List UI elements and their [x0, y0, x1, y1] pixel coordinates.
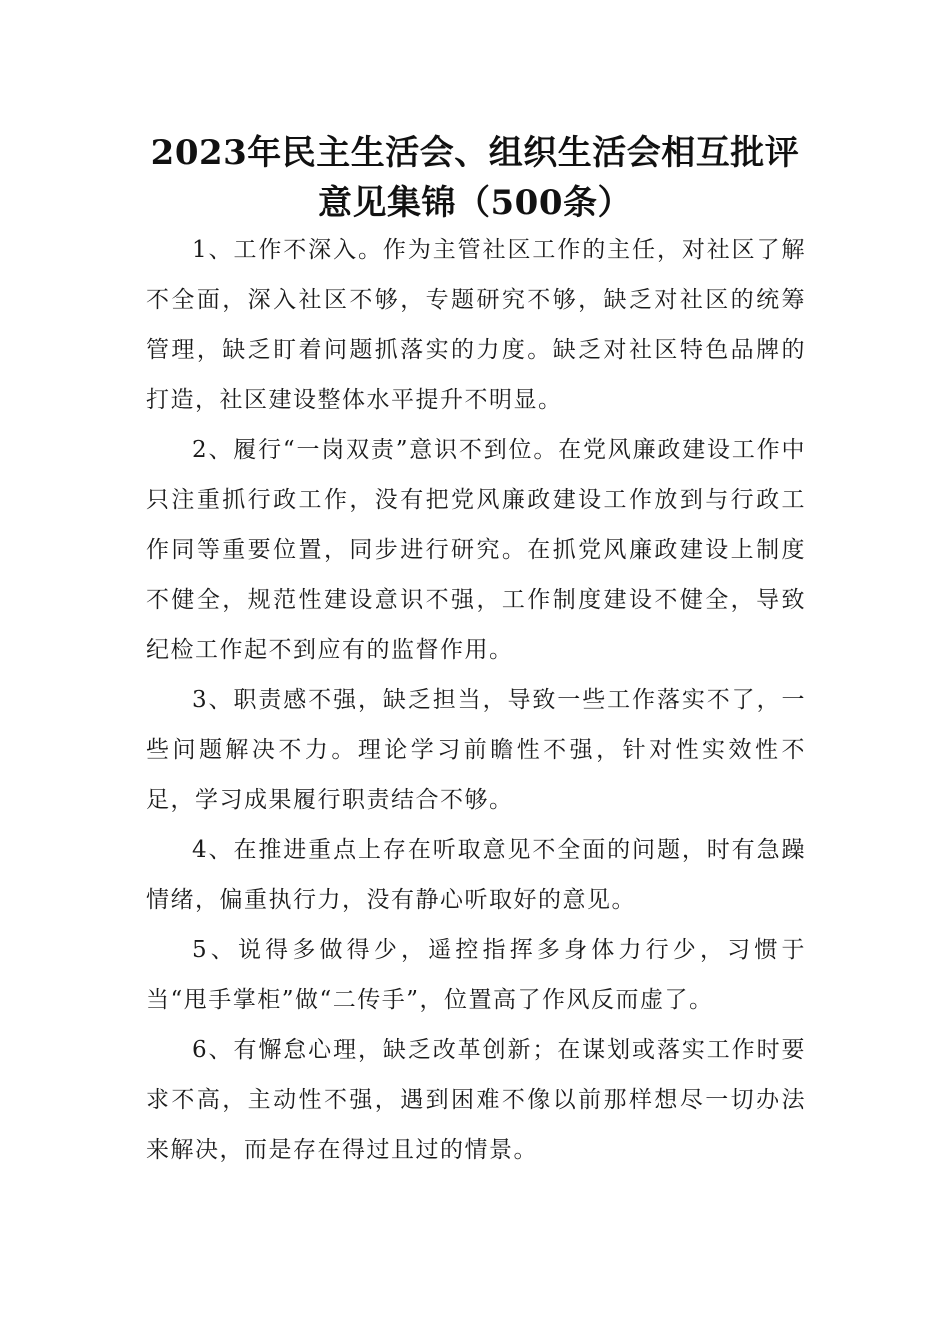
document-body [146, 225, 806, 1175]
paragraph-6: 6、有懈怠心理，缺乏改革创新；在谋划或落实工作时要求不高，主动性不强，遇到困难不像以前那样想尽一切办法来解决，而是存在得过且过的情景。 [146, 1037, 806, 1163]
paragraph-5: 5、说得多做得少，遥控指挥多身体力行少，习惯于当“甩手掌柜”做“二传手”，位置高了作风反而虚了。 [146, 937, 806, 1013]
paragraph-3: 3、职责感不强，缺乏担当，导致一些工作落实不了，一些问题解决不力。理论学习前瞻性不强，针对性实效性不足，学习成果履行职责结合不够。 [146, 687, 806, 813]
document-title [120, 128, 830, 228]
paragraph-1: 1、工作不深入。作为主管社区工作的主任，对社区了解不全面，深入社区不够，专题研究不够，缺乏对社区的统筹管理，缺乏盯着问题抓落实的力度。缺乏对社区特色品牌的打造，社区建设整体水平提升不明显。 [146, 237, 806, 413]
paragraph-2: 2、履行“一岗双责”意识不到位。在党风廉政建设工作中只注重抓行政工作，没有把党风廉政建设工作放到与行政工作同等重要位置，同步进行研究。在抓党风廉政建设上制度不健全，规范性建设意识不强，工作制度建设不健全，导致纪检工作起不到应有的监督作用。 [146, 437, 806, 663]
title-line-1: 2023年民主生活会、组织生活会相互批评 [150, 133, 800, 173]
title-line-2: 意见集锦（500条） [318, 183, 632, 223]
paragraph-4: 4、在推进重点上存在听取意见不全面的问题，时有急躁情绪，偏重执行力，没有静心听取好的意见。 [146, 837, 806, 913]
